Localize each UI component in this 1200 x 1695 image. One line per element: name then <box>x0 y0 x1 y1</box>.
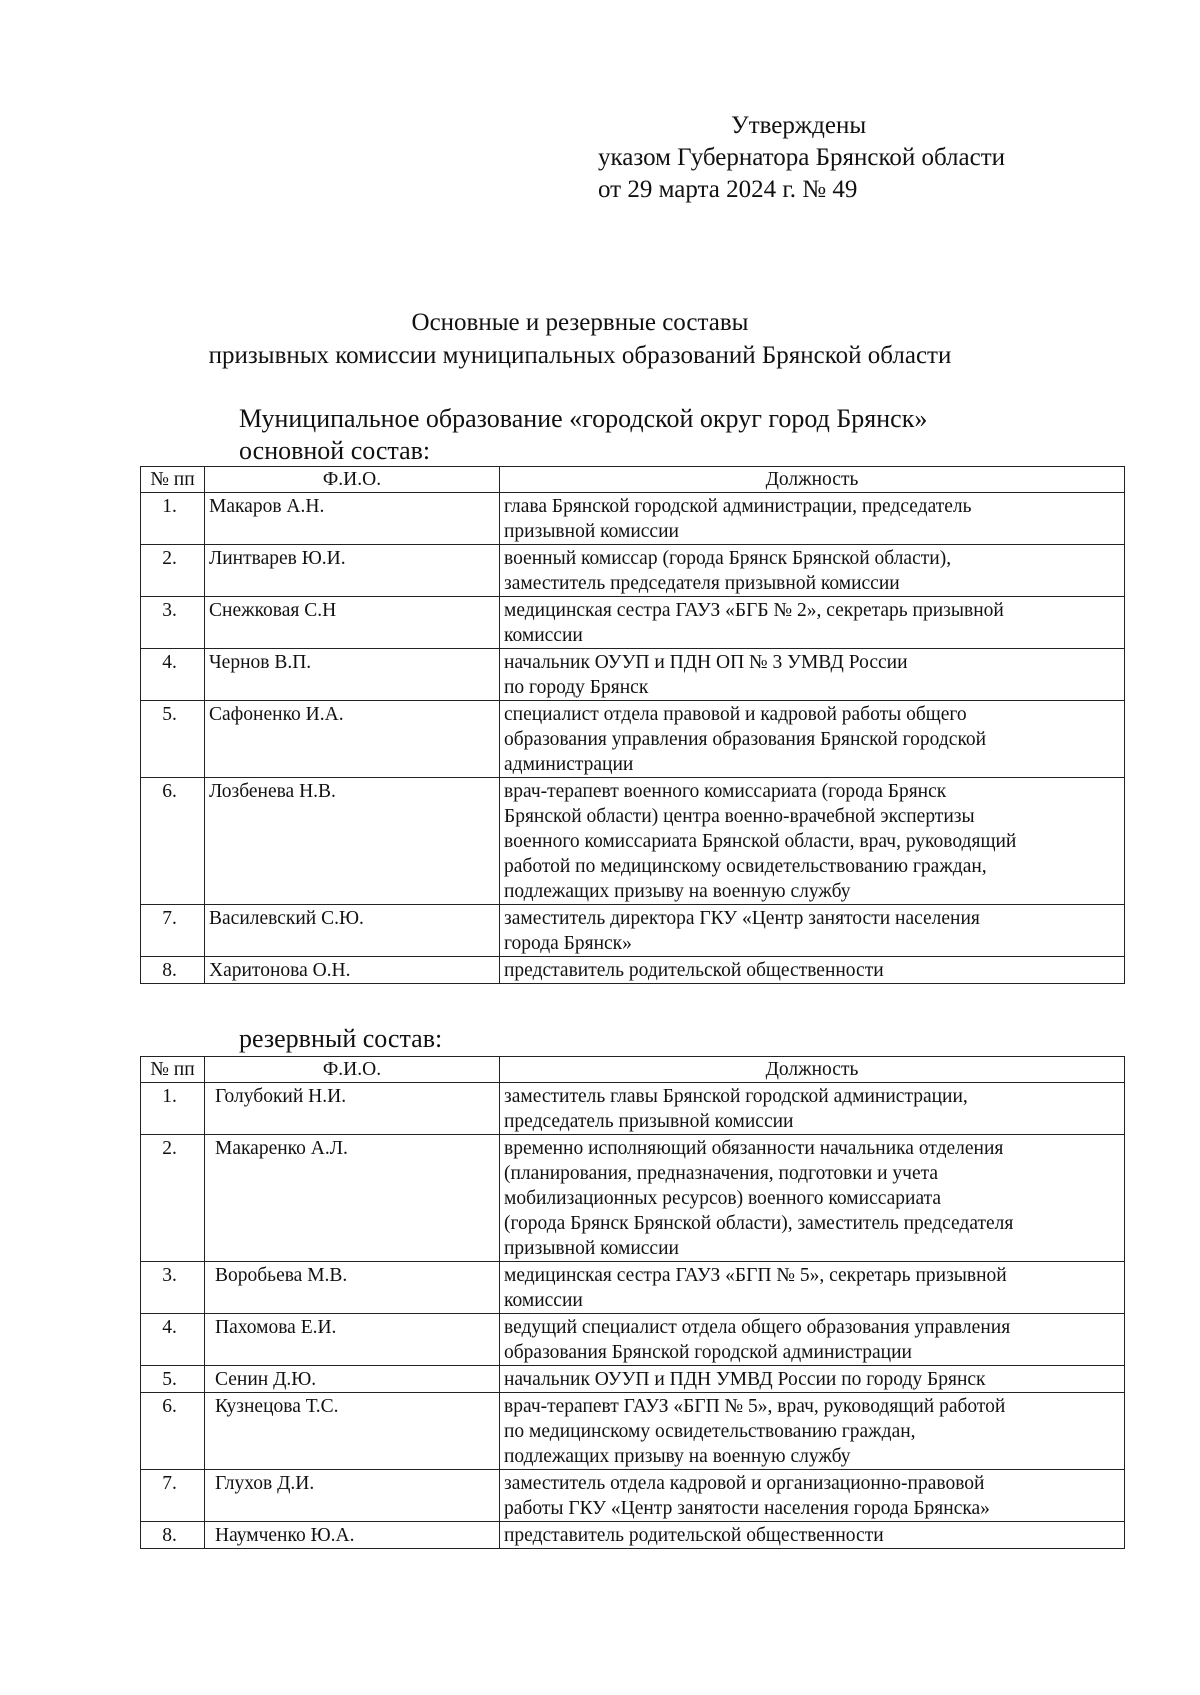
member-position <box>500 1470 1125 1522</box>
row-number: 8. <box>141 957 205 984</box>
member-position <box>500 597 1125 649</box>
position-line: образования управления образования Брянской городской <box>504 729 987 750</box>
member-name: Лозбенева Н.В. <box>205 778 500 905</box>
member-position <box>500 1366 1125 1393</box>
table-row <box>141 1262 1125 1314</box>
position-line: (планирования, предназначения, подготовки и учета <box>504 1163 939 1184</box>
member-position <box>500 957 1125 984</box>
row-number: 1. <box>141 1083 205 1135</box>
position-line: специалист отдела правовой и кадровой работы общего <box>504 704 967 725</box>
member-name: Глухов Д.И. <box>205 1470 500 1522</box>
member-position <box>500 701 1125 778</box>
position-line: начальник ОУУП и ПДН УМВД России по городу Брянск <box>504 1369 986 1390</box>
column-header-name: Ф.И.О. <box>205 467 500 493</box>
member-name: Наумченко Ю.А. <box>205 1522 500 1549</box>
member-name: Линтварев Ю.И. <box>205 545 500 597</box>
reserve-roster-table <box>140 1056 1125 1549</box>
main-section-label: основной состав: <box>239 436 431 465</box>
row-number: 5. <box>141 701 205 778</box>
position-line: заместитель главы Брянской городской администрации, <box>504 1086 968 1107</box>
reserve-section-label: резервный состав: <box>239 1024 443 1053</box>
table-row <box>141 778 1125 905</box>
position-line: образования Брянской городской администрации <box>504 1342 912 1363</box>
row-number: 3. <box>141 597 205 649</box>
member-position <box>500 545 1125 597</box>
position-line: работы ГКУ «Центр занятости населения города Брянска» <box>504 1498 990 1519</box>
row-number: 1. <box>141 493 205 545</box>
member-name: Сафоненко И.А. <box>205 701 500 778</box>
table-row <box>141 957 1125 984</box>
table-row <box>141 1366 1125 1393</box>
table-row <box>141 1470 1125 1522</box>
row-number: 7. <box>141 905 205 957</box>
position-line: комиссии <box>504 625 583 646</box>
row-number: 4. <box>141 1314 205 1366</box>
position-line: глава Брянской городской администрации, председатель <box>504 496 972 517</box>
position-line: города Брянск» <box>504 933 632 954</box>
row-number: 2. <box>141 1135 205 1262</box>
table-row <box>141 1135 1125 1262</box>
table-row <box>141 597 1125 649</box>
member-position <box>500 1083 1125 1135</box>
column-header-name: Ф.И.О. <box>205 1057 500 1083</box>
position-line: врач-терапевт ГАУЗ «БГП № 5», врач, руководящий работой <box>504 1396 1006 1417</box>
table-row <box>141 1083 1125 1135</box>
approval-block <box>598 110 1005 206</box>
position-line: мобилизационных ресурсов) военного комиссариата <box>504 1188 942 1209</box>
position-line: по городу Брянск <box>504 677 649 698</box>
member-name: Сенин Д.Ю. <box>205 1366 500 1393</box>
approval-date-number: от 29 марта 2024 г. № 49 <box>598 176 858 203</box>
position-line: представитель родительской общественности <box>504 1525 884 1546</box>
table-row <box>141 1314 1125 1366</box>
member-position <box>500 905 1125 957</box>
position-line: призывной комиссии <box>504 521 679 542</box>
member-position <box>500 1522 1125 1549</box>
member-name: Воробьева М.В. <box>205 1262 500 1314</box>
member-name: Пахомова Е.И. <box>205 1314 500 1366</box>
position-line: представитель родительской общественности <box>504 960 884 981</box>
member-position <box>500 1393 1125 1470</box>
main-roster-table <box>140 466 1125 984</box>
column-header-position: Должность <box>500 1057 1125 1083</box>
row-number: 6. <box>141 778 205 905</box>
position-line: Брянской области) центра военно-врачебной экспертизы <box>504 806 975 827</box>
member-position <box>500 649 1125 701</box>
row-number: 7. <box>141 1470 205 1522</box>
position-line: начальник ОУУП и ПДН ОП № 3 УМВД России <box>504 652 908 673</box>
position-line: администрации <box>504 754 634 775</box>
row-number: 3. <box>141 1262 205 1314</box>
member-name: Голубокий Н.И. <box>205 1083 500 1135</box>
position-line: заместитель председателя призывной комиссии <box>504 573 900 594</box>
approval-heading: Утверждены <box>731 112 867 139</box>
document-title <box>0 306 1160 372</box>
row-number: 6. <box>141 1393 205 1470</box>
member-position <box>500 1135 1125 1262</box>
position-line: по медицинскому освидетельствованию граждан, <box>504 1421 916 1442</box>
member-position <box>500 1314 1125 1366</box>
table-row <box>141 701 1125 778</box>
row-number: 8. <box>141 1522 205 1549</box>
member-position <box>500 1262 1125 1314</box>
column-header-position: Должность <box>500 467 1125 493</box>
position-line: (города Брянск Брянской области), заместитель председателя <box>504 1213 1014 1234</box>
position-line: временно исполняющий обязанности начальника отделения <box>504 1138 1004 1159</box>
member-position <box>500 493 1125 545</box>
row-number: 5. <box>141 1366 205 1393</box>
position-line: подлежащих призыву на военную службу <box>504 881 851 902</box>
document-title-line-2: призывных комиссии муниципальных образований Брянской области <box>208 342 952 369</box>
member-name: Чернов В.П. <box>205 649 500 701</box>
column-header-number: № пп <box>141 1057 205 1083</box>
member-name: Кузнецова Т.С. <box>205 1393 500 1470</box>
member-name: Харитонова О.Н. <box>205 957 500 984</box>
table-row <box>141 1522 1125 1549</box>
member-name: Снежковая С.Н <box>205 597 500 649</box>
position-line: врач-терапевт военного комиссариата (города Брянск <box>504 781 947 802</box>
position-line: подлежащих призыву на военную службу <box>504 1446 851 1467</box>
member-name: Василевский С.Ю. <box>205 905 500 957</box>
member-name: Макаренко А.Л. <box>205 1135 500 1262</box>
position-line: медицинская сестра ГАУЗ «БГП № 5», секретарь призывной <box>504 1265 1007 1286</box>
municipality-heading: Муниципальное образование «городской округ город Брянск» <box>239 404 928 433</box>
position-line: призывной комиссии <box>504 1238 679 1259</box>
position-line: военного комиссариата Брянской области, врач, руководящий <box>504 831 1017 852</box>
table-row <box>141 493 1125 545</box>
member-position <box>500 778 1125 905</box>
position-line: комиссии <box>504 1290 583 1311</box>
approval-decree: указом Губернатора Брянской области <box>598 144 1006 171</box>
table-row <box>141 649 1125 701</box>
position-line: ведущий специалист отдела общего образования управления <box>504 1317 1011 1338</box>
position-line: заместитель отдела кадровой и организационно-правовой <box>504 1473 985 1494</box>
table-row <box>141 905 1125 957</box>
table-header-row <box>141 467 1125 493</box>
position-line: военный комиссар (города Брянск Брянской области), <box>504 548 952 569</box>
member-name: Макаров А.Н. <box>205 493 500 545</box>
position-line: работой по медицинскому освидетельствованию граждан, <box>504 856 987 877</box>
position-line: председатель призывной комиссии <box>504 1111 794 1132</box>
table-header-row <box>141 1057 1125 1083</box>
row-number: 2. <box>141 545 205 597</box>
position-line: медицинская сестра ГАУЗ «БГБ № 2», секретарь призывной <box>504 600 1004 621</box>
table-row <box>141 1393 1125 1470</box>
table-row <box>141 545 1125 597</box>
row-number: 4. <box>141 649 205 701</box>
position-line: заместитель директора ГКУ «Центр занятости населения <box>504 908 980 929</box>
column-header-number: № пп <box>141 467 205 493</box>
document-title-line-1: Основные и резервные составы <box>411 309 749 336</box>
